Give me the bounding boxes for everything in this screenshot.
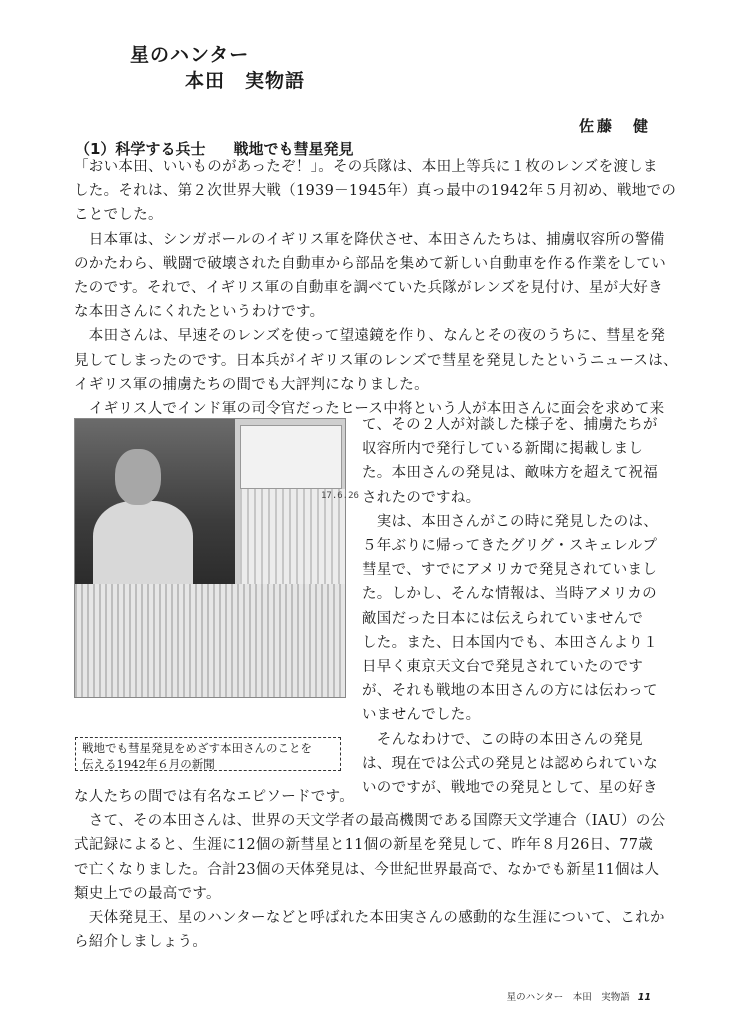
body-text-right [362,413,660,800]
footer-title: 星のハンター 本田 実物語 [506,992,630,1003]
text-line: そんなわけで、この時の本田さんの発見 [362,731,643,748]
text-line: な本田さんにくれたというわけです。 [74,304,325,321]
page-number: 11 [637,992,651,1003]
text-line: て、その２人が対談した様子を、捕虜たちが [362,417,658,433]
page-subtitle: 本田 実物語 [185,70,306,92]
text-line: た。しかし、そんな情報は、当時アメリカの [362,586,657,603]
newspaper-photo [74,418,359,698]
newspaper-headline-area [240,489,345,589]
text-line: イギリス人でインド軍の司令官だったヒース中将という人が本田さんに面会を求めて来 [74,401,665,418]
text-line: さて、その本田さんは、世界の天文学者の最高機関である国際天文学連合（IAU）の公 [74,813,666,830]
text-line: 式記録によると、生涯に12個の新彗星と11個の新星を発見して、昨年８月26日、77歳 [74,837,654,854]
text-line: 実は、本田さんがこの時に発見したのは、 [362,513,658,530]
text-line: な人たちの間では有名なエピソードです。 [74,789,355,805]
body-text-top [74,155,678,421]
text-line: 「おい本田、いいものがあったぞ！」。その兵隊は、本田上等兵に１枚のレンズを渡しま [74,159,658,175]
text-line: 見してしまったのです。日本兵がイギリス軍のレンズで彗星を発見したというニュースは、 [74,352,678,369]
text-line: ５年ぶりに帰ってきたグリグ・スキェレルプ [362,538,658,555]
text-line: で亡くなりました。合計23個の天体発見は、今世紀世界最高で、なかでも新星11個は人 [74,861,660,878]
text-line: 本田さんは、早速そのレンズを使って望遠鏡を作り、なんとその夜のうちに、彗星を発 [74,328,666,345]
body-text-bottom [74,785,666,954]
text-line: した。また、日本国内でも、本田さんより１ [362,634,658,651]
text-line: ことでした。 [74,207,163,224]
text-line: 収容所内で発行している新聞に掲載しまし [362,441,644,458]
text-line: た。本田さんの発見は、敵味方を超えて祝福 [362,465,658,482]
page-footer [507,989,651,1003]
text-line: 天体発見王、星のハンターなどと呼ばれた本田実さんの感動的な生涯について、これか [74,910,665,927]
text-line: いのですが、戦地での発見として、星の好き [362,780,658,797]
star-chart-image [240,425,342,489]
newspaper-text-area [75,584,345,697]
text-line: 日本軍は、シンガポールのイギリス軍を降伏させ、本田さんたちは、捕虜収容所の警備 [74,231,665,248]
text-line: は、現在では公式の発見とは認められていな [362,755,658,772]
text-line: した。それは、第２次世界大戦（1939－1945年）真っ最中の1942年５月初め、戦地での [74,183,677,200]
page-title: 星のハンター [130,44,250,66]
text-line: 彗星で、すでにアメリカで発見されていまし [362,562,658,579]
photo-portrait [75,419,235,589]
author-name: 佐藤 健 [578,117,651,135]
caption-line: 戦地でも彗星発見をめざす本田さんのことを [82,741,312,755]
photo-date-mark: 17.6.26 [321,491,359,501]
text-line: いませんでした。 [362,707,481,724]
text-line: 日早く東京天文台で発見されていたのです [362,659,644,676]
text-line: されたのですね。 [362,489,481,506]
caption-line: 伝える1942年６月の新聞 [82,757,215,771]
text-line: イギリス軍の捕虜たちの間でも大評判になりました。 [74,376,429,393]
section-number: （1）科学する兵士 [75,140,206,158]
text-line: 敵国だった日本には伝えられていませんで [362,610,644,627]
text-line: 類史上での最高です。 [74,885,221,902]
section-subtitle: 戦地でも彗星発見 [233,140,354,158]
photo-caption [75,737,341,771]
text-line: のかたわら、戦闘で破壊された自動車から部品を集めて新しい自動車を作る作業をしてい [74,255,666,272]
text-line: たのです。それで、イギリス軍の自動車を調べていた兵隊がレンズを見付け、星が大好き [74,280,663,297]
text-line: が、それも戦地の本田さんの方には伝わって [362,683,658,700]
text-line: ら紹介しましょう。 [74,934,208,951]
